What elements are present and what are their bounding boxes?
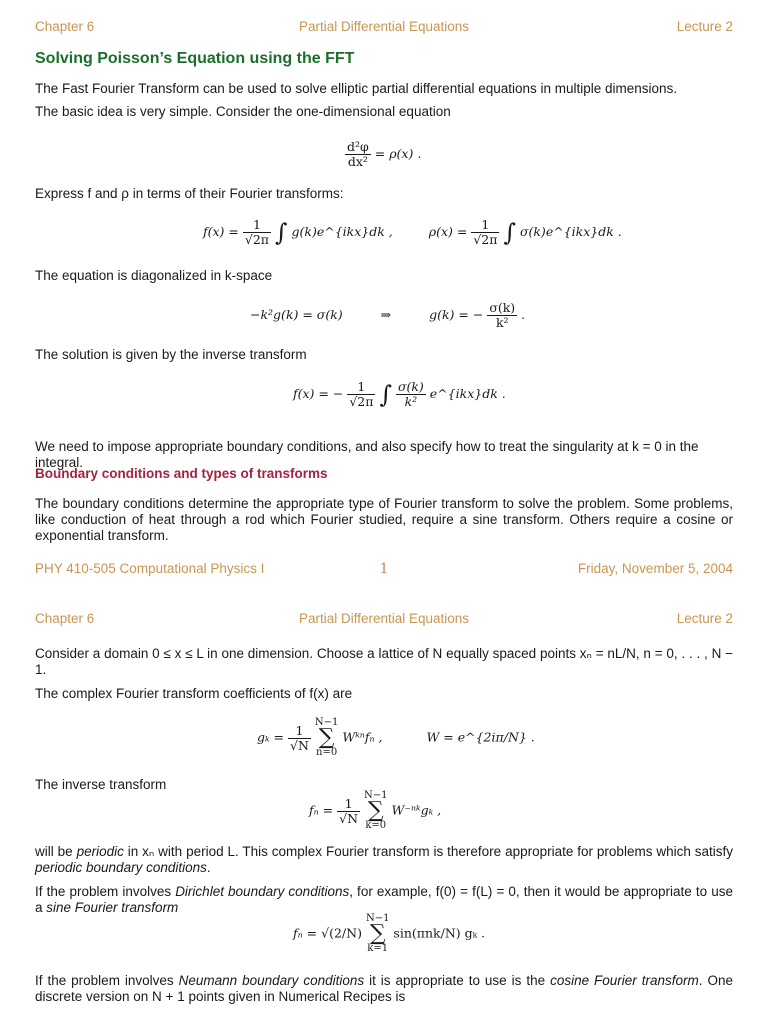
sum-lower-limit: n=0 — [316, 747, 338, 758]
paragraph-coefficients: The complex Fourier transform coefficients of f(x) are — [35, 686, 353, 701]
text-segment: it is appropriate to use is the — [364, 973, 551, 988]
fraction-denominator: dx² — [347, 154, 368, 169]
equation-k-space — [250, 301, 525, 330]
sum-upper-limit: N−1 — [314, 717, 339, 728]
summation — [364, 791, 388, 831]
equation-fourier-transforms — [203, 218, 622, 247]
sigma-icon: ∑ — [369, 921, 386, 946]
fraction-denominator: √2π — [349, 394, 374, 409]
text-emphasis: sine Fourier transform — [46, 900, 179, 915]
fraction-denominator: √N — [339, 810, 359, 826]
paragraph-domain: Consider a domain 0 ≤ x ≤ L in one dimension. Choose a lattice of N equally spaced points xₙ = nL/N, n = 0, . . . , N − 1. — [35, 646, 733, 677]
summation — [366, 914, 390, 954]
summation — [315, 718, 339, 758]
fraction-numerator: 1 — [288, 724, 311, 739]
fraction-numerator: d²φ — [347, 139, 369, 154]
integral-sign-icon: ∫ — [503, 218, 516, 247]
header-lecture: Lecture 2 — [676, 611, 733, 626]
equation-integrand-sigma: σ(k)e^{ikx}dk . — [519, 224, 622, 239]
text-emphasis: Neumann boundary conditions — [178, 973, 365, 988]
fraction-numerator: 1 — [347, 380, 375, 395]
page-header — [35, 611, 733, 629]
sigma-icon: ∑ — [318, 725, 335, 750]
text-segment: will be — [35, 844, 77, 859]
equation-inverse-transform — [293, 380, 506, 409]
equation-left: −k²g(k) = σ(k) — [250, 307, 343, 322]
text-segment: , for example, f(0) = f(L) = 0, then it would be appropriate to use a — [35, 884, 733, 915]
paragraph-boundary: We need to impose appropriate boundary conditions, and also specify how to treat the singularity at k = 0 in the integral. — [35, 439, 699, 470]
section-heading: Boundary conditions and types of transforms — [35, 466, 328, 481]
integral-sign-icon: ∫ — [275, 218, 288, 247]
paragraph-dirichlet — [35, 884, 733, 916]
text-emphasis: periodic boundary conditions — [35, 860, 207, 875]
equation-lhs-f: f(x) = — [203, 224, 239, 239]
paragraph-express: Express f and ρ in terms of their Fourier transforms: — [35, 186, 344, 201]
sum-lower-limit: k=1 — [367, 943, 389, 954]
text-segment: . — [206, 860, 211, 875]
page-title: Solving Poisson’s Equation using the FFT — [35, 50, 355, 67]
equation-body: W⁻ⁿᵏgₖ , — [391, 802, 442, 818]
header-lecture: Lecture 2 — [676, 19, 733, 34]
equation-fraction — [243, 218, 271, 247]
footer-course: PHY 410-505 Computational Physics I — [35, 561, 265, 576]
sum-lower-limit: k=0 — [365, 820, 387, 831]
text-emphasis: cosine Fourier transform — [550, 973, 699, 988]
text-segment: If the problem involves — [35, 884, 176, 899]
fraction-numerator: σ(k) — [489, 300, 516, 315]
fraction-denominator: √N — [290, 737, 309, 753]
sum-upper-limit: N−1 — [365, 913, 390, 924]
fraction-numerator: 1 — [243, 218, 271, 233]
fraction-denominator: √2π — [244, 232, 270, 247]
text-emphasis: periodic — [76, 844, 124, 859]
equation-tail: e^{ikx}dk . — [429, 386, 506, 401]
paragraph-inverse: The inverse transform — [35, 777, 167, 792]
equation-poisson — [345, 140, 421, 169]
integral-sign-icon: ∫ — [379, 380, 392, 409]
fraction-denominator: k² — [404, 394, 418, 409]
header-topic: Partial Differential Equations — [298, 19, 470, 34]
sigma-icon: ∑ — [367, 798, 384, 823]
equation-sqrt: √(2/N) — [321, 925, 362, 941]
equation-body: Wᵏⁿfₙ , — [342, 729, 383, 745]
footer-date: Friday, November 5, 2004 — [577, 561, 733, 576]
equation-body: sin(πnk/N) gₖ . — [393, 925, 486, 941]
footer-page-number: 1 — [379, 561, 389, 577]
header-topic: Partial Differential Equations — [298, 611, 470, 626]
fraction-numerator: σ(k) — [397, 379, 424, 394]
fraction-numerator: 1 — [471, 218, 499, 233]
page-footer — [35, 561, 733, 579]
equation-complex-fft — [257, 718, 535, 758]
text-segment: in xₙ with period L. This complex Fourier transform is therefore appropriate for problems which satisfy — [123, 844, 734, 859]
equation-fraction — [288, 724, 311, 753]
paragraph-diagonalized: The equation is diagonalized in k-space — [35, 268, 273, 283]
slide-page-2 — [35, 592, 733, 1024]
equation-fraction — [345, 140, 371, 169]
paragraph-transform-types: The boundary conditions determine the appropriate type of Fourier transform to solve the problem. Some problems, like conduction of heat through a rod which Fourier studied, require a sine transform. Others require a cosine or exponential transform. — [35, 496, 733, 543]
header-chapter: Chapter 6 — [35, 19, 95, 34]
text-segment: . One discrete version on N + 1 points given in Numerical Recipes is — [35, 973, 733, 1004]
paragraph-intro-2: The basic idea is very simple. Consider the one-dimensional equation — [35, 104, 451, 119]
equation-lhs: gₖ = — [257, 729, 285, 745]
paragraph-solution: The solution is given by the inverse transform — [35, 347, 307, 362]
text-segment: If the problem involves — [35, 973, 179, 988]
equation-fraction — [337, 797, 360, 826]
slide-page-1 — [35, 0, 733, 590]
equation-integrand-g: g(k)e^{ikx}dk , — [291, 224, 393, 239]
paragraph-neumann — [35, 973, 733, 1005]
equation-fraction — [396, 380, 426, 409]
equation-lhs: fₙ = — [293, 925, 318, 941]
equation-fraction — [347, 380, 375, 409]
paragraph-periodic — [35, 844, 733, 876]
implies-arrow-icon: ⇒ — [380, 307, 392, 322]
equation-right-lhs: g(k) = − — [429, 307, 484, 322]
equation-fraction — [471, 218, 499, 247]
equation-lhs-rho: ρ(x) = — [428, 224, 468, 239]
equation-rhs: = ρ(x) . — [374, 146, 422, 161]
paragraph-intro-1: The Fast Fourier Transform can be used to solve elliptic partial differential equations in multiple dimensions. — [35, 81, 678, 96]
page-header — [35, 19, 733, 37]
fraction-denominator: √2π — [473, 232, 498, 247]
fraction-denominator: k² — [495, 315, 509, 330]
equation-sine-transform — [293, 914, 485, 954]
sum-upper-limit: N−1 — [364, 790, 388, 801]
equation-fraction — [487, 301, 517, 330]
equation-lhs: f(x) = − — [293, 386, 344, 401]
equation-w-definition: W = e^{2iπ/N} . — [426, 729, 535, 745]
equation-lhs: fₙ = — [309, 802, 334, 818]
header-chapter: Chapter 6 — [35, 611, 95, 626]
equation-end: . — [521, 307, 526, 322]
equation-inverse-fft — [309, 791, 441, 831]
fraction-numerator: 1 — [337, 797, 360, 812]
text-emphasis: Dirichlet boundary conditions — [175, 884, 350, 899]
